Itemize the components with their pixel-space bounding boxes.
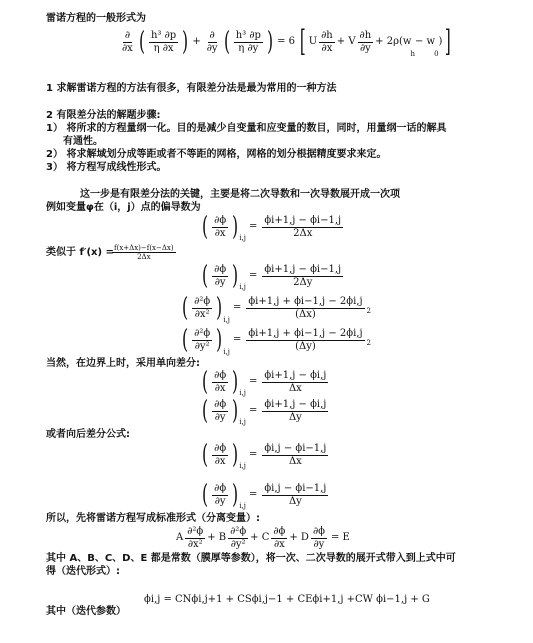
- central-diff-x: ( $\frac{\partial\phi}{\partial x}$ ) i,j = $\frac{\phi i+1,j - \phi i-1,j}{2\Delta x}$: [202, 212, 342, 242]
- forward-diff-y: ( $\frac{\partial\phi}{\partial y}$ ) i,j = $\frac{\phi i+1,j - \phi i,j}{\Delta y}$: [202, 396, 327, 426]
- backward-label: 或者向后差分公式:: [46, 429, 130, 440]
- central-diff-y: ( $\frac{\partial\phi}{\partial y}$ ) i,j = $\frac{\phi i+1,j - \phi i-1,j}{2\Delta y}$: [202, 261, 342, 291]
- second-diff-y: ( $\frac{\text{∂²ϕ}}{\text{∂y²}}$ ) i,j = $\frac{\phi i+1,j + \phi i-1,j - 2\phi i,j}{(\Delta y)}$ 2: [182, 325, 372, 356]
- standard-equation: A $\frac{\text{∂²ϕ}}{\text{∂x²}}$ + B $\frac{\text{∂²ϕ}}{\text{∂y²}}$ + C $\frac{\partial\phi}{\partial x}$ + D $\frac{\partial\phi}{\partial y}$ = E: [176, 525, 350, 550]
- standard-label: 所以，先将雷诺方程写成标准形式（分离变量）:: [46, 513, 260, 524]
- para-1: 这一步是有限差分法的关键，主要是将二次导数和一次导数展开成一次项: [80, 189, 400, 200]
- para-2: 例如变量φ在（i，j）点的偏导数为: [46, 202, 201, 213]
- footer-label: 其中（迭代参数）: [46, 606, 126, 617]
- boundary-label: 当然，在边界上时，采用单向差分:: [46, 358, 200, 369]
- backward-diff-x: ( $\frac{\partial\phi}{\partial x}$ ) i,j = $\frac{\phi i,j - \phi i-1,j}{\Delta x}$: [202, 440, 327, 470]
- step-1-cont: 有通性。: [63, 136, 103, 147]
- reynolds-equation: $\frac{\partial}{\partial x}$ ( $\frac{\text{h³ ∂p}}{\eta \partial x}$ ) + $\frac{\partial}{\partial y}$ ( $\frac{\text{h³ ∂p}}{\eta \partial y}$ ) = 6 [ U $\frac{\partial h}{\partial x}$ + V $\frac{\partial h}{\partial y}$ + 2ρ(w h − w 0 ) ]: [122, 24, 452, 59]
- forward-diff-x: ( $\frac{\partial\phi}{\partial x}$ ) i,j = $\frac{\phi i+1,j - \phi i,j}{\Delta x}$: [202, 367, 327, 397]
- section-1: 1 求解雷诺方程的方法有很多，有限差分法是最为常用的一种方法: [46, 83, 337, 94]
- step-3: 3） 将方程写成线性形式。: [46, 162, 167, 173]
- section-2-title: 2 有限差分法的解题步骤:: [46, 110, 161, 121]
- backward-diff-y: ( $\frac{\partial\phi}{\partial y}$ ) i,j = $\frac{\phi i,j - \phi i-1,j}{\Delta y}$: [202, 480, 327, 510]
- step-2: 2） 将求解域划分成等距或者不等距的网格，网格的划分根据精度要求来定。: [46, 149, 387, 160]
- step-1: 1） 将所求的方程量纲一化。目的是减少自变量和应变量的数目，同时，用量纲一话的解具: [46, 123, 447, 134]
- iteration-equation: ϕi,j = CNϕi,j+1 + CSϕi,j−1 + CEϕi+1,j +CW ϕi−1,j + G: [144, 594, 430, 605]
- similar-label: 类似于 f′(x) =: [46, 247, 114, 258]
- similar-fraction: $\frac{f(x+\Delta x)-f(x-\Delta x)}{2\Delta x}$: [114, 243, 174, 261]
- para-3-line-1: 其中 A、B、C、D、E 都是常数（膜厚等参数），将一次、二次导数的展开式带入到上式中可: [46, 553, 456, 564]
- second-diff-x: ( $\frac{\text{∂²ϕ}}{\text{∂x²}}$ ) i,j = $\frac{\phi i+1,j + \phi i-1,j - 2\phi i,j}{(\Delta x)}$ 2: [182, 293, 372, 324]
- para-3-line-2: 得（迭代形式）:: [46, 566, 120, 577]
- heading: 雷诺方程的一般形式为: [46, 13, 146, 24]
